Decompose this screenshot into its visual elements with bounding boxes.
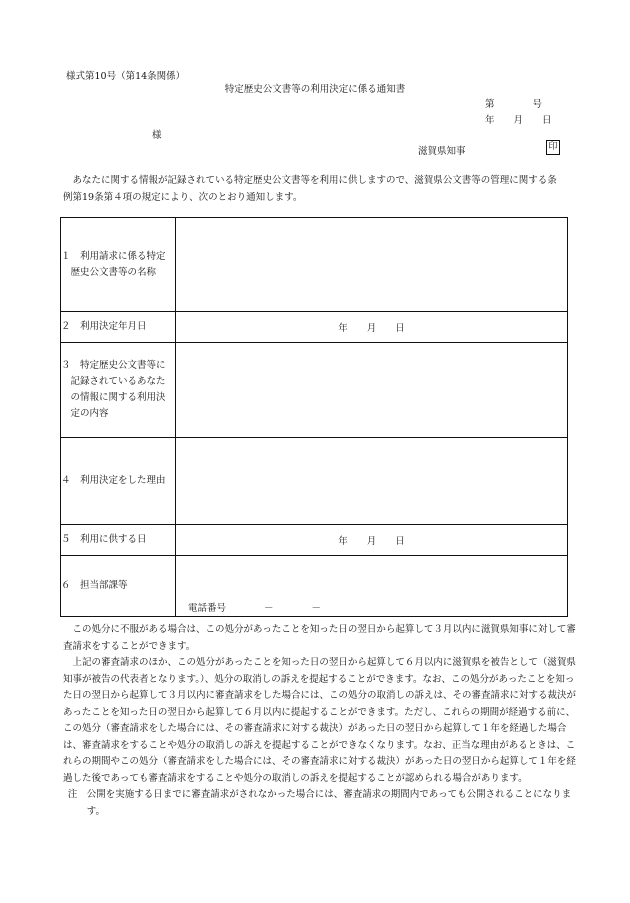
- row-label: [61, 312, 176, 343]
- table-row: [61, 218, 568, 312]
- row-value: 年 月 日: [176, 525, 568, 556]
- row-label: [61, 438, 176, 525]
- row-label-line: ６ 担当部課等: [61, 580, 128, 591]
- row-label-line: １ 利用請求に係る特定: [61, 250, 166, 262]
- document-title: 特定歴史公文書等の利用決定に係る通知書: [224, 84, 406, 95]
- row-label-line: 定の内容: [61, 408, 109, 419]
- row-value: [176, 343, 568, 438]
- notice-note: 注 公開を実施する日までに審査請求がされなかった場合には、審査請求の期間内であっても公開されることになります。: [67, 789, 572, 817]
- seal-mark: 印: [546, 140, 560, 155]
- notice-paragraph: 上記の審査請求のほか、この処分があったことを知った日の翌日から起算して６月以内に滋賀県を被告として（滋賀県知事が被告の代表者となります。）、処分の取消しの訴えを提起することができます。なお、この処分があったことを知った日の翌日から起算して３月以内に審査請求をした場合には、この処分の取消しの訴えは、その審査請求に対する裁決があったことを知った日の翌日から起算して６月以内に提起することができます。ただし、これらの期間が経過する前に、この処分（審査請求をした場合には、その審査請求に対する裁決）があった日の翌日から起算して１年を経過した場合は、審査請求をすることや処分の取消しの訴えを提起することができなくなります。なお、正当な理由があるときは、これらの期間やこの処分（審査請求をした場合には、その審査請求に対する裁決）があった日の翌日から起算して１年を経過した後であっても審査請求をすることや処分の取消しの訴えを提起することが認められる場合があります。: [63, 657, 577, 784]
- phone-number-line: 電話番号 － －: [188, 603, 322, 614]
- decision-table: [60, 217, 568, 617]
- row-label-line: ３ 特定歴史公文書等に: [61, 360, 166, 371]
- row-label-line: ５ 利用に供する日: [61, 534, 147, 545]
- table-row: [61, 438, 568, 525]
- table-row: [61, 312, 568, 343]
- intro-line: あなたに関する情報が記録されている特定歴史公文書等を利用に供しますので、滋賀県公文書等の管理に関する条: [72, 175, 557, 186]
- row-value: 年 月 日: [176, 312, 568, 343]
- row-value: [176, 218, 568, 312]
- row-label-line: ２ 利用決定年月日: [61, 321, 147, 332]
- row-label-line: ４ 利用決定をした理由: [61, 475, 166, 486]
- document-number-line: 第 号: [485, 99, 543, 110]
- row-value: [176, 438, 568, 525]
- row-label: [61, 218, 176, 312]
- form-number-label: 様式第10号（第14条関係）: [66, 71, 186, 82]
- row-label-line: 記録されているあなた: [61, 376, 166, 387]
- table-row: [61, 525, 568, 556]
- row-value: [176, 556, 568, 617]
- intro-paragraph: [63, 172, 583, 206]
- row-label: [61, 556, 176, 617]
- row-label-line: の情報に関する利用決: [61, 392, 166, 403]
- document-date-line: 年 月 日: [485, 115, 552, 126]
- appeal-notice: [63, 622, 583, 820]
- table-row: [61, 343, 568, 438]
- row-label-line: 歴史公文書等の名称: [61, 266, 157, 278]
- row-label: [61, 525, 176, 556]
- issuer-name: 滋賀県知事: [418, 146, 466, 157]
- notice-paragraph: この処分に不服がある場合は、この処分があったことを知った日の翌日から起算して３月以内に滋賀県知事に対して審査請求をすることができます。: [63, 624, 576, 652]
- row-label: [61, 343, 176, 438]
- table-row: [61, 556, 568, 617]
- intro-line: 例第19条第４項の規定により、次のとおり通知します。: [63, 192, 303, 203]
- recipient-suffix: 様: [152, 130, 162, 141]
